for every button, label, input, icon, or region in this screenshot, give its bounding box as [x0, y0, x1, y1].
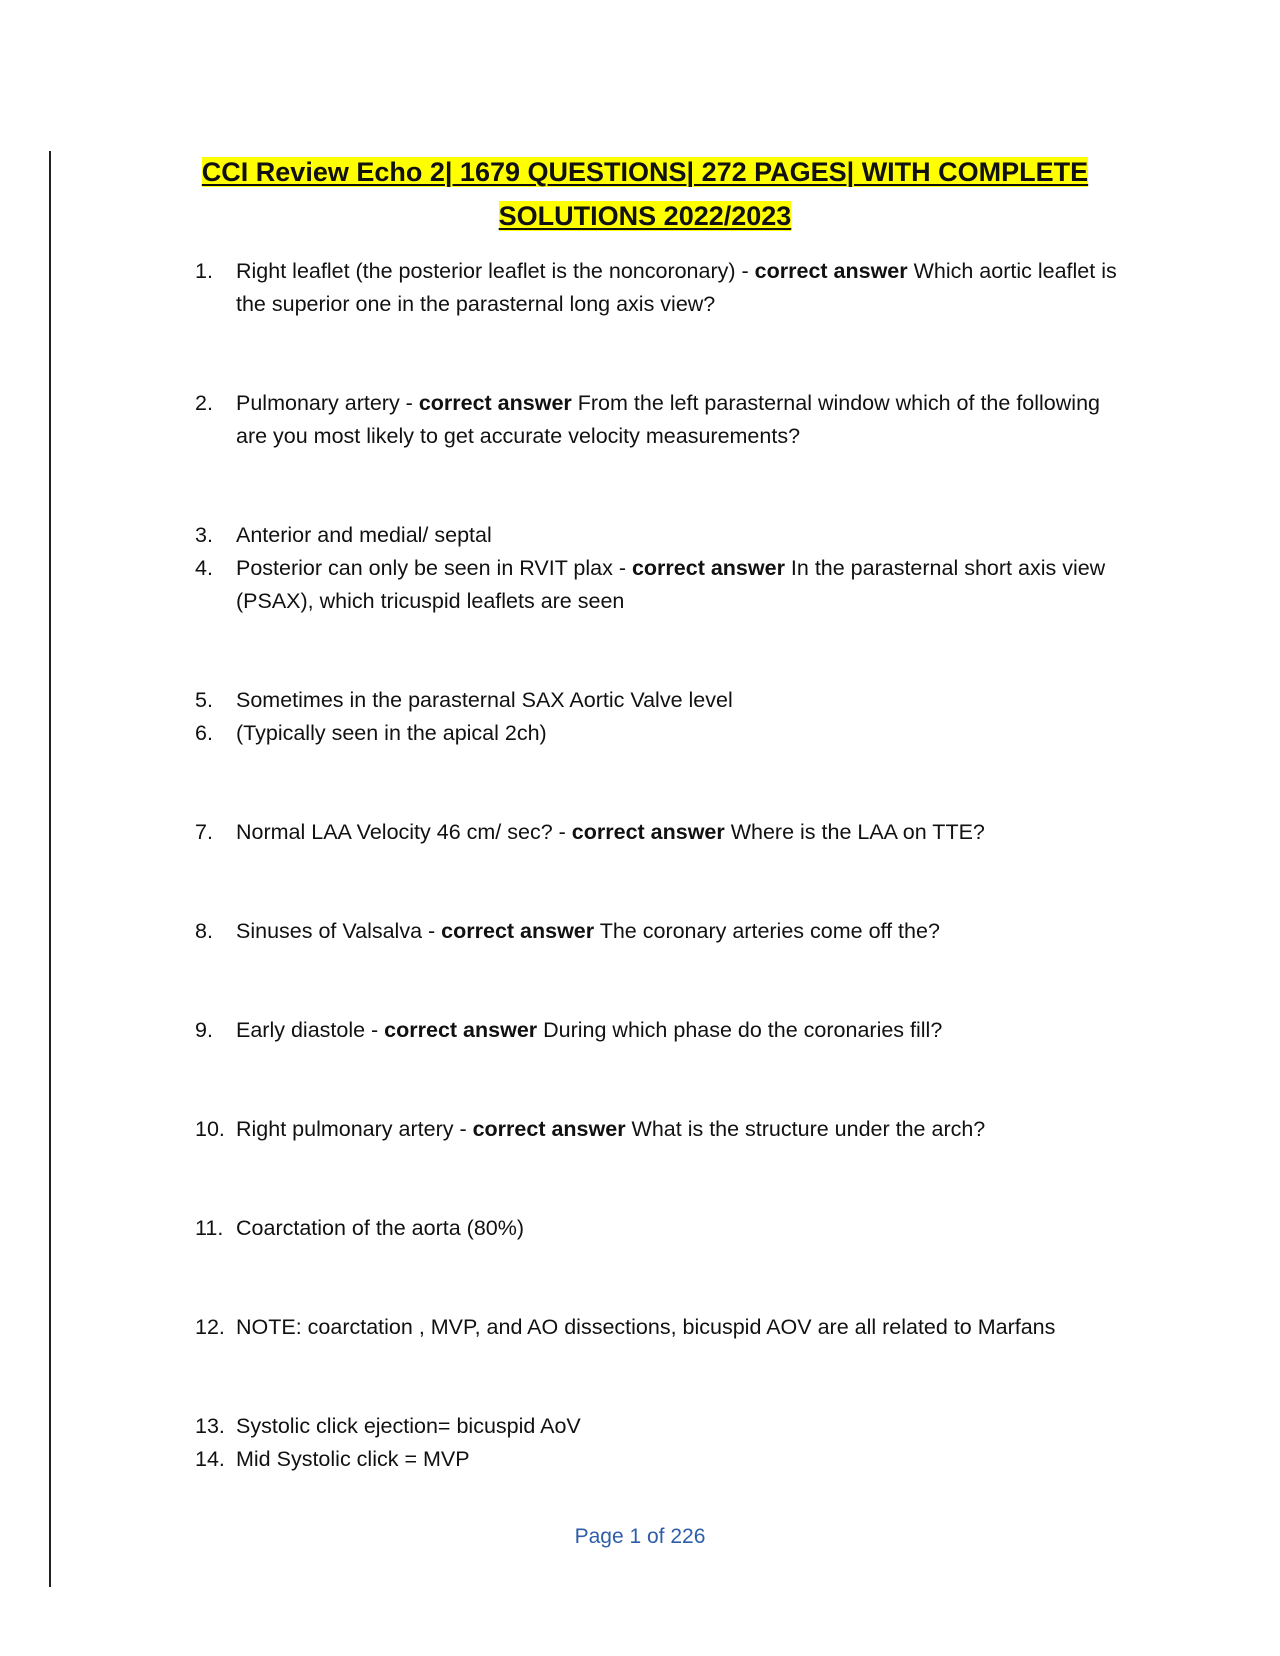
list-item: [195, 1443, 1125, 1476]
item-number: 6.: [195, 721, 213, 745]
item-answer-text: Right leaflet (the posterior leaflet is the noncoronary) -: [236, 259, 755, 283]
item-number: 12.: [195, 1315, 225, 1339]
item-number: 2.: [195, 391, 213, 415]
item-answer-label: correct answer: [754, 259, 908, 283]
item-number: 3.: [195, 523, 213, 547]
list-item: [195, 255, 1125, 321]
list-item: [195, 1212, 1125, 1245]
item-answer-text: Mid Systolic click = MVP: [236, 1447, 470, 1471]
item-answer-text: (Typically seen in the apical 2ch): [236, 721, 547, 745]
list-item: [195, 915, 1125, 948]
item-answer-label: correct answer: [571, 820, 725, 844]
item-number: 1.: [195, 259, 213, 283]
item-number: 13.: [195, 1414, 225, 1438]
item-answer-text: Systolic click ejection= bicuspid AoV: [236, 1414, 581, 1438]
item-number: 10.: [195, 1117, 225, 1141]
item-number: 4.: [195, 556, 213, 580]
item-number: 8.: [195, 919, 213, 943]
document-title: [150, 150, 1140, 238]
item-answer-text: Right pulmonary artery -: [236, 1117, 473, 1141]
title-line-2: SOLUTIONS 2022/2023: [498, 201, 792, 231]
left-margin-rule: [49, 151, 51, 1587]
item-number: 9.: [195, 1018, 213, 1042]
item-number: 11.: [195, 1216, 224, 1240]
item-answer-text: Pulmonary artery -: [236, 391, 419, 415]
item-question-text: In the parasternal short axis view (PSAX), which tricuspid leaflets are seen: [236, 556, 1106, 613]
list-item: [195, 519, 1125, 552]
list-item: [195, 1113, 1125, 1146]
list-item: [195, 684, 1125, 717]
list-item: [195, 816, 1125, 849]
item-number: 7.: [195, 820, 213, 844]
item-question-text: From the left parasternal window which of the following are you most likely to get accurate velocity measurements?: [236, 391, 1100, 448]
item-answer-label: correct answer: [418, 391, 572, 415]
item-answer-label: correct answer: [384, 1018, 538, 1042]
item-answer-text: Early diastole -: [236, 1018, 385, 1042]
list-item: [195, 1311, 1125, 1344]
list-item: [195, 717, 1125, 750]
item-answer-label: correct answer: [472, 1117, 626, 1141]
item-answer-label: correct answer: [631, 556, 785, 580]
page-number-footer: Page 1 of 226: [574, 1525, 706, 1548]
item-question-text: During which phase do the coronaries fill?: [537, 1018, 943, 1042]
item-answer-text: Normal LAA Velocity 46 cm/ sec? -: [236, 820, 572, 844]
item-answer-text: Sometimes in the parasternal SAX Aortic Valve level: [236, 688, 733, 712]
list-item: [195, 1410, 1125, 1443]
title-line-1: CCI Review Echo 2| 1679 QUESTIONS| 272 PAGES| WITH COMPLETE: [201, 157, 1089, 187]
item-answer-text: Posterior can only be seen in RVIT plax -: [236, 556, 632, 580]
item-answer-label: correct answer: [441, 919, 595, 943]
item-number: 14.: [195, 1447, 225, 1471]
item-question-text: Where is the LAA on TTE?: [724, 820, 985, 844]
list-item: [195, 1014, 1125, 1047]
item-answer-text: Sinuses of Valsalva -: [236, 919, 442, 943]
item-answer-text: Anterior and medial/ septal: [236, 523, 492, 547]
question-list: [195, 255, 1125, 1476]
list-item: [195, 552, 1125, 618]
item-answer-text: Coarctation of the aorta (80%): [236, 1216, 525, 1240]
item-number: 5.: [195, 688, 213, 712]
list-item: [195, 387, 1125, 453]
item-question-text: The coronary arteries come off the?: [594, 919, 940, 943]
item-question-text: Which aortic leaflet is the superior one in the parasternal long axis view?: [236, 259, 1117, 316]
item-answer-text: NOTE: coarctation , MVP, and AO dissections, bicuspid AOV are all related to Marfans: [236, 1315, 1056, 1339]
item-question-text: What is the structure under the arch?: [625, 1117, 986, 1141]
